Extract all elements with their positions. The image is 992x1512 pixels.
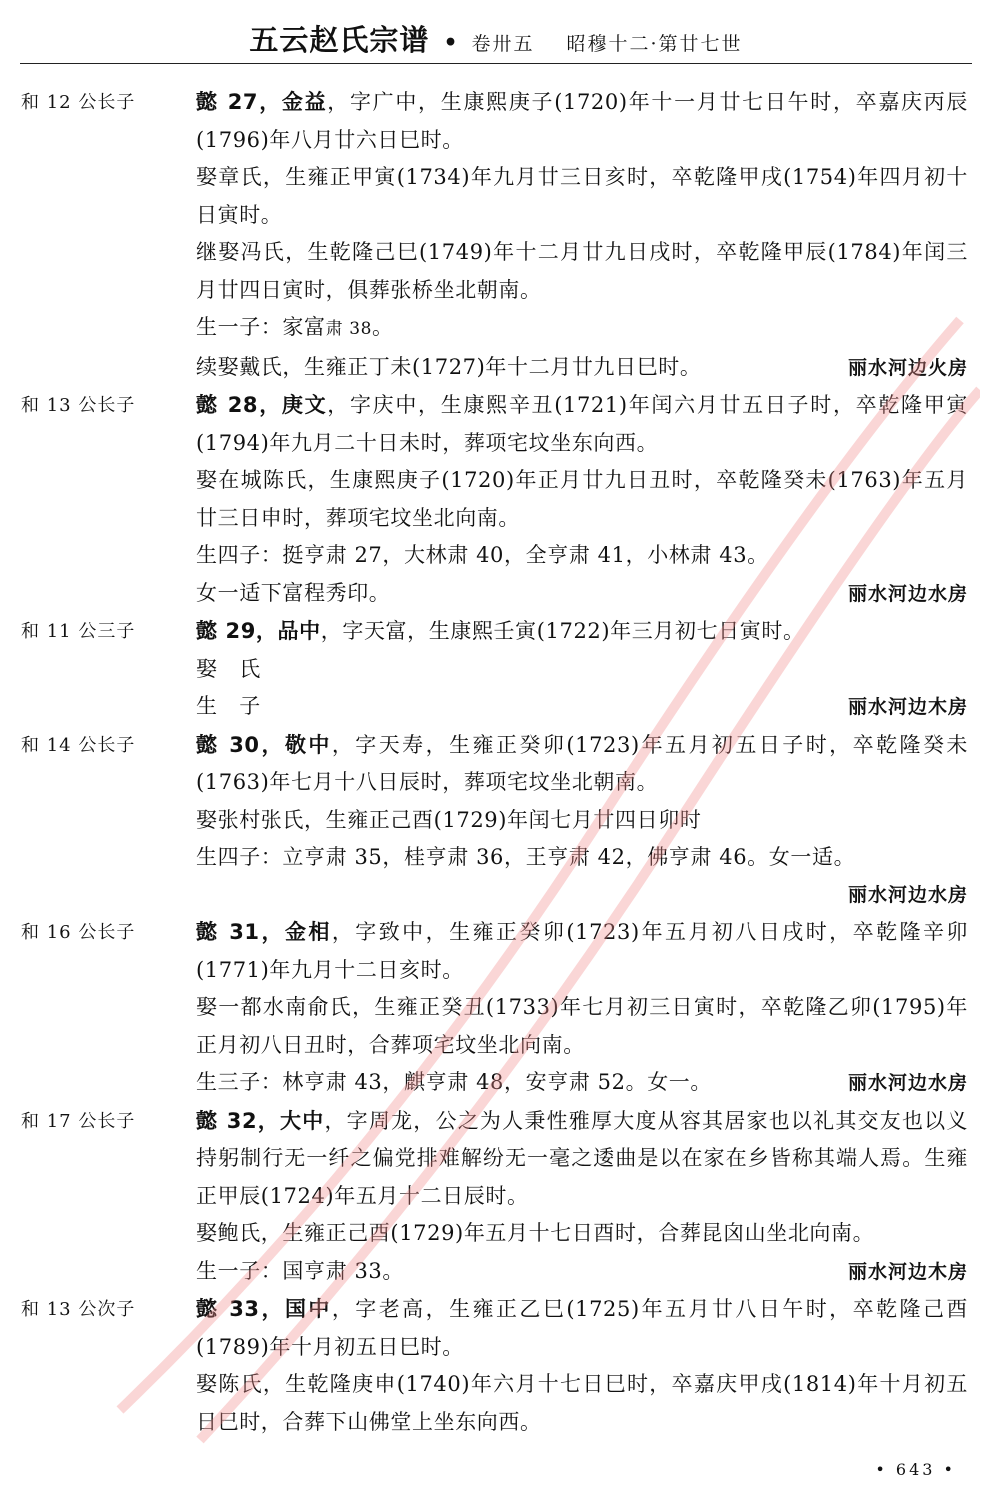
line-text: 娶陈氏，生乾隆庚申(1740)年六月十七日巳时，卒嘉庆甲戌(1814)年十月初五日巳时，合葬下山佛堂上坐东向西。 [196,1372,968,1434]
person-name: 品中 [277,619,321,643]
generation-number: 懿 29， [196,619,278,643]
section-label: 昭穆十二·第廿七世 [566,33,743,55]
parent-label: 和 16 公长子 [21,922,136,943]
closing-line [196,1253,968,1292]
entry-line [196,839,968,877]
parent-label: 和 17 公长子 [21,1110,136,1132]
entry-line [196,727,968,802]
entry-line [196,84,968,159]
page-number: • 643 • [875,1460,956,1479]
page-header [0,18,992,62]
line-end: 。 [372,315,394,339]
entry-line [196,1215,968,1253]
genealogy-entry [0,914,992,1103]
entry-body [196,1103,968,1292]
title-separator: • [443,30,458,56]
line-text: 生四子：挺亨肃 27，大林肃 40，全亨肃 41，小林肃 43。 [196,543,769,567]
genealogy-entry [0,727,992,915]
genealogy-entry [0,1291,992,1441]
book-title: 五云赵氏宗谱 [249,23,430,57]
generation-number: 懿 33， [196,1297,285,1321]
entry-body [196,387,968,613]
branch-label: 丽水河边水房 [847,582,968,605]
person-details: ，字天寿，生雍正癸卯(1723)年五月初五日子时，卒乾隆癸未(1763)年七月十八日辰时，葬项宅坟坐北朝南。 [196,732,969,794]
person-name: 金益 [281,90,328,114]
entry-line [196,651,968,689]
line-text: 娶一都水南俞氏，生雍正癸丑(1733)年七月初三日寅时，卒乾隆乙卯(1795)年正月初八日丑时，合葬项宅坟坐北向南。 [196,995,968,1057]
entry-body [196,727,968,915]
genealogy-content [0,84,992,1441]
parent-label: 和 11 公三子 [21,621,136,642]
line-text: 娶章氏，生雍正甲寅(1734)年九月廿三日亥时，卒乾隆甲戌(1754)年四月初十日寅时。 [196,165,968,227]
branch-label: 丽水河边水房 [847,1072,968,1094]
header-rule [20,63,972,64]
person-details: ，字广中，生康熙庚子(1720)年十一月廿七日午时，卒嘉庆丙辰(1796)年八月廿六日巳时。 [196,90,968,152]
parent-label: 和 12 公长子 [21,92,136,113]
branch-label: 丽水河边木房 [847,1260,968,1283]
line-text: 娶鲍氏，生雍正己酉(1729)年五月十七日酉时，合葬昆囟山坐北向南。 [196,1221,875,1245]
closing-text: 生一子：国亨肃 33。 [196,1258,404,1283]
person-details: ，字庆中，生康熙辛丑(1721)年闰六月廿五日子时，卒乾隆甲寅(1794)年九月二十日未时，葬项宅坟坐东向西。 [196,393,968,455]
line-text: 娶 氏 [196,656,261,681]
person-details: ，字致中，生雍正癸卯(1723)年五月初八日戌时，卒乾隆辛卯(1771)年九月十二日亥时。 [196,920,969,982]
genealogy-entry [0,387,992,613]
entry-line [196,802,968,840]
entry-line [196,1103,968,1216]
entry-body [196,613,968,727]
entry-body [196,84,968,387]
person-details: ，字周龙，公之为人秉性雅厚大度从容其居家也以礼其交友也以义持躬制行无一纤之偏党排难解纷无一毫之逶曲是以在家在乡皆称其端人焉。生雍正甲辰(1724)年五月十二日辰时。 [196,1108,969,1208]
closing-text: 女一适下富程秀印。 [196,580,391,605]
branch-label: 丽水河边水房 [847,883,968,906]
genealogy-entry [0,613,992,727]
branch-label: 丽水河边木房 [847,696,968,718]
branch-label: 丽水河边火房 [847,356,968,379]
generation-number: 懿 27， [196,90,282,114]
person-name: 庚文 [281,393,328,417]
parent-label: 和 13 公长子 [21,395,136,416]
line-text: 继娶冯氏，生乾隆己巳(1749)年十二月廿九日戌时，卒乾隆甲辰(1784)年闰三月廿四日寅时，俱葬张桥坐北朝南。 [196,240,968,302]
entry-line [196,537,968,575]
generation-number: 懿 32， [196,1108,280,1133]
entry-line [196,462,968,537]
parent-label: 和 13 公次子 [21,1299,136,1320]
closing-line [196,1064,968,1103]
person-name: 大中 [280,1108,325,1133]
entry-line [196,989,968,1064]
entry-line [196,159,968,234]
person-name: 敬中 [284,732,332,757]
genealogy-entry [0,84,992,387]
entry-line [196,613,968,651]
entry-body [196,1291,968,1441]
closing-text: 生三子：林亨肃 43，麒亨肃 48，安亨肃 52。女一。 [196,1070,712,1094]
entry-line [196,1366,968,1441]
generation-number: 懿 31， [196,920,285,944]
genealogy-entry [0,1103,992,1292]
entry-line [196,387,968,462]
closing-line [196,575,968,614]
person-name: 金相 [284,920,332,944]
line-text: 娶张村张氏，生雍正己酉(1729)年闰七月廿四日卯时 [196,807,702,832]
person-details: ，字老高，生雍正乙巳(1725)年五月廿八日午时，卒乾隆己酉(1789)年十月初五日巳时。 [196,1297,969,1359]
descendant-ref: 肃 38 [325,319,373,339]
closing-line [196,349,968,388]
parent-label: 和 14 公长子 [21,734,136,756]
closing-line [196,877,968,915]
closing-line [196,688,968,727]
generation-number: 懿 28， [196,393,282,417]
generation-number: 懿 30， [196,732,285,757]
person-name: 国中 [284,1297,332,1321]
entry-line [196,1291,968,1366]
person-details: ，字天富，生康熙壬寅(1722)年三月初七日寅时。 [320,619,805,643]
entry-line [196,914,968,989]
entry-line [196,309,968,349]
entry-body [196,914,968,1103]
closing-text: 生 子 [196,694,261,718]
closing-text: 续娶戴氏，生雍正丁未(1727)年十二月廿九日巳时。 [196,354,702,379]
line-text: 生四子：立亨肃 35，桂亨肃 36，王亨肃 42，佛亨肃 46。女一适。 [196,845,856,869]
line-text: 娶在城陈氏，生康熙庚子(1720)年正月廿九日丑时，卒乾隆癸未(1763)年五月廿三日申时，葬项宅坟坐北向南。 [196,468,968,530]
entry-line [196,234,968,309]
line-text: 生一子：家富 [196,315,326,339]
volume-label: 卷卅五 [471,33,535,55]
